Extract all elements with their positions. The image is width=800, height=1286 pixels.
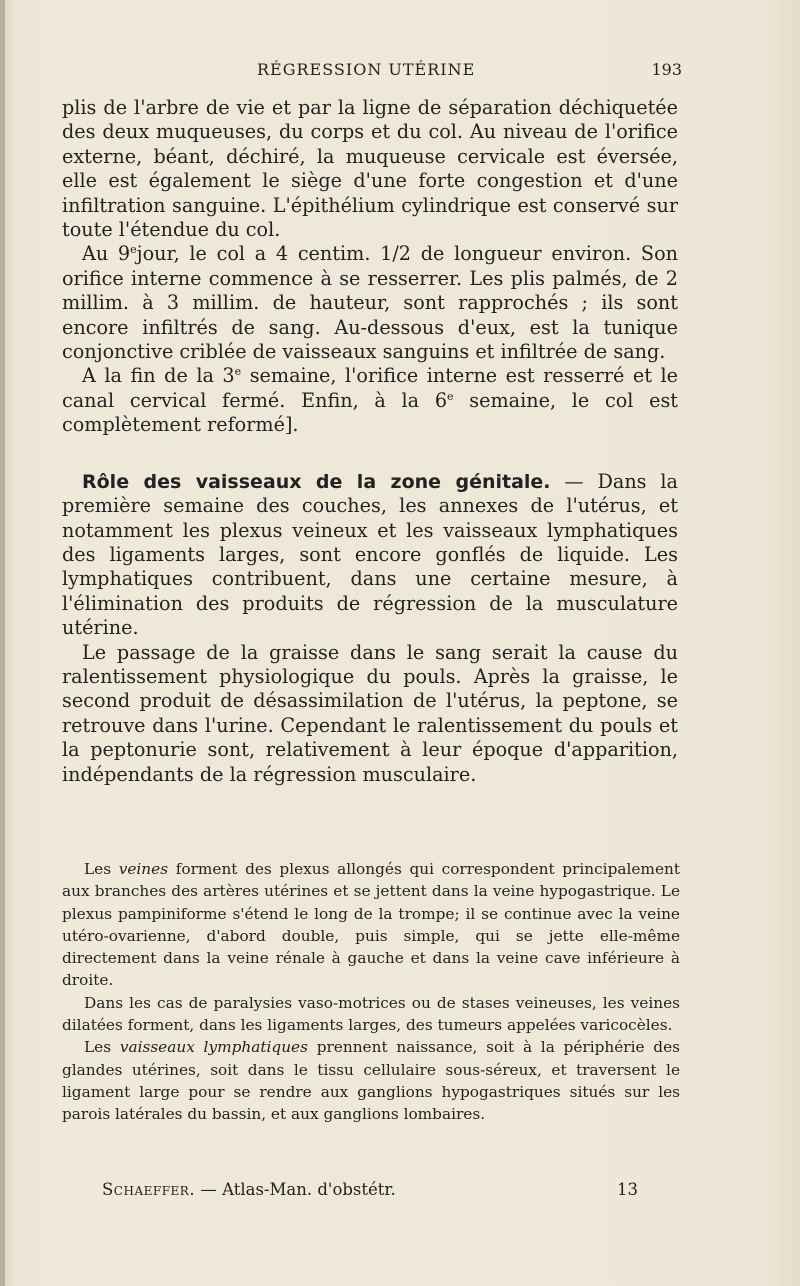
n3-term: vaisseaux lymphatiques	[119, 1038, 308, 1057]
section-heading: Rôle des vaisseaux de la zone génitale.	[82, 470, 551, 493]
p3-superscript-1: e	[234, 365, 242, 379]
p2-superscript: e	[130, 243, 137, 257]
running-head	[62, 60, 682, 86]
page-gutter-edge	[0, 0, 5, 1286]
paragraph-2	[62, 242, 678, 364]
small-print-notes	[62, 858, 680, 1126]
paragraph-4	[62, 470, 678, 641]
paragraph-3	[62, 364, 678, 437]
signature-number: 13	[617, 1180, 638, 1199]
p3-end: semaine, le col est complètement reformé].	[62, 388, 679, 437]
note-3	[62, 1036, 680, 1125]
n3-start: Les	[84, 1038, 120, 1057]
footer-work: Atlas-Man. d'obstétr.	[222, 1180, 396, 1199]
n1-term: veines	[118, 860, 169, 878]
p3-superscript-2: e	[447, 389, 454, 403]
main-text	[62, 96, 678, 787]
page-footer	[102, 1180, 638, 1204]
n1-start: Les	[84, 860, 119, 878]
note-1	[62, 858, 680, 992]
paragraph-1: plis de l'arbre de vie et par la ligne de séparation déchiquetée des deux muqueuses, du corps et du col. Au niveau de l'orifice externe, béant, déchiré, la muqueuse cervicale est éversée, elle est également le siège d'une forte congestion et d'une infiltration sanguine. L'épithélium cylindrique est conservé sur toute l'étendue du col.	[62, 96, 678, 242]
page-number: 193	[651, 60, 682, 79]
p3-start: A la fin de la 3	[82, 364, 235, 388]
running-title: RÉGRESSION UTÉRINE	[257, 60, 476, 79]
p2-start: Au 9	[82, 242, 131, 266]
note-2: Dans les cas de paralysies vaso-motrices ou de stases veineuses, les veines dilatées forment, dans les ligaments larges, des tumeurs appelées varicocèles.	[62, 993, 680, 1035]
footer-separator: —	[195, 1180, 223, 1199]
footer-signature	[102, 1180, 396, 1199]
paragraph-5: Le passage de la graisse dans le sang serait la cause du ralentissement physiologique du pouls. Après la graisse, le second produit de désassimilation de l'utérus, la peptone, se retrouve dans l'urine. Cependant le ralentissement du pouls et la peptonurie sont, relativement à leur époque d'apparition, indépendants de la régression musculaire.	[62, 640, 678, 786]
n1-rest: forment des plexus allongés qui correspondent principalement aux branches des artères utérines et se jettent dans la veine hypogastrique. Le plexus pampiniforme s'étend le long de la trompe; il se continue avec la veine utéro-ovarienne, d'abord double, puis simple, qui se jette elle-même directement dans la veine rénale à gauche et dans la veine cave inférieure à droite.	[62, 860, 680, 990]
p3-middle: semaine, l'orifice interne est resserré et le canal cervical fermé. Enfin, à la 6	[62, 364, 679, 412]
n3-rest: prennent naissance, soit à la périphérie des glandes utérines, soit dans le tissu cellulaire sous-séreux, et traversent le ligament large pour se rendre aux ganglions hypogastriques situés sur les parois latérales du bassin, et aux ganglions lombaires.	[62, 1038, 680, 1124]
footer-author: Schaeffer.	[102, 1180, 196, 1199]
p4-text: — Dans la première semaine des couches, les annexes de l'utérus, et notamment les plexus veineux et les vaisseaux lymphatiques des ligaments larges, sont encore gonflés de liquide. Les lymphatiques contribuent, dans une certaine mesure, à l'élimination des produits de régression de la musculature utérine.	[62, 469, 678, 640]
p2-rest: jour, le col a 4 centim. 1/2 de longueur environ. Son orifice interne commence à se resserrer. Les plis palmés, de 2 millim. à 3 millim. de hauteur, sont rapprochés ; ils sont encore infiltrés de sang. Au-dessous d'eux, est la tunique conjonctive criblée de vaisseaux sanguins et infiltrée de sang.	[62, 242, 678, 364]
